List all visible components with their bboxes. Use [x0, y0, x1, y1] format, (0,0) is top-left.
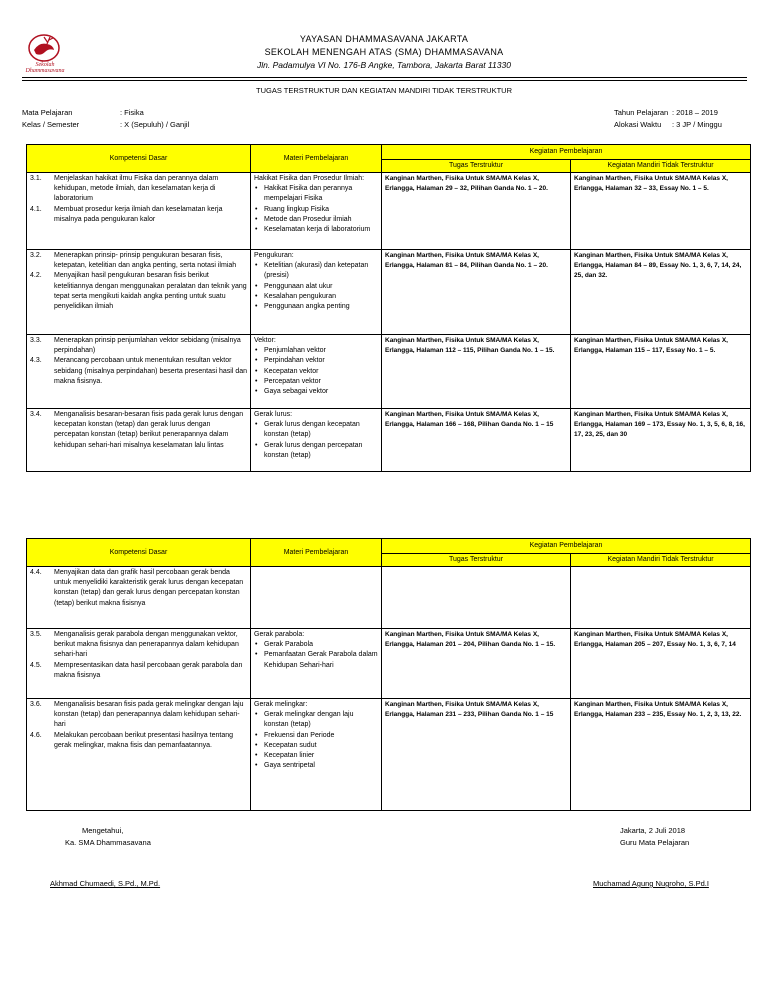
table-row — [27, 250, 751, 335]
school-address: Jln. Padamulya VI No. 176-B Angke, Tambora, Jakarta Barat 11330 — [257, 60, 511, 70]
kd-text: Menerapkan prinsip penjumlahan vektor sebidang (misalnya perpindahan) — [54, 337, 241, 355]
tugas-cell: Kanginan Marthen, Fisika Untuk SMA/MA Kelas X, Erlangga, Halaman 231 – 233, Pilihan Ganda No. 1 – 15 — [382, 699, 571, 811]
header-mandiri: Kegiatan Mandiri Tidak Terstruktur — [571, 554, 751, 567]
kd-number: 3.4. — [30, 411, 42, 419]
materi-cell — [251, 409, 382, 472]
kd-cell — [27, 409, 251, 472]
table-row — [27, 699, 751, 811]
kd-number: 4.4. — [30, 569, 42, 577]
materi-item: • Keselamatan kerja di laboratorium — [264, 225, 378, 235]
class-label: Kelas / Semester — [22, 120, 80, 129]
tugas-cell: Kanginan Marthen, Fisika Untuk SMA/MA Kelas X, Erlangga, Halaman 81 – 84, Pilihan Ganda No. 1 – 20. — [382, 250, 571, 335]
materi-item: • Hakikat Fisika dan perannya mempelajari Fisika — [264, 184, 378, 204]
year-label: Tahun Pelajaran — [614, 108, 669, 117]
kd-number: 3.1. — [30, 175, 42, 183]
kd-item — [30, 336, 247, 356]
materi-item: • Metode dan Prosedur ilmiah — [264, 215, 378, 225]
teacher-name: Muchamad Agung Nugroho, S.Pd.I — [593, 879, 709, 888]
sign-right-line1: Jakarta, 2 Juli 2018 — [620, 826, 686, 835]
materi-item: • Gaya sentripetal — [264, 761, 378, 771]
materi-item: • Pemanfaatan Gerak Parabola dalam Kehidupan Sehari-hari — [264, 650, 378, 670]
materi-item: • Penjumlahan vektor — [264, 346, 378, 356]
header-kegiatan: Kegiatan Pembelajaran — [382, 145, 751, 160]
kd-text: Menganalisis gerak parabola dengan menggunakan vektor, berikut makna fisisnya dan penerapannya dalam kehidupan sehari-hari — [54, 631, 239, 659]
kd-item — [30, 251, 247, 271]
kd-cell — [27, 629, 251, 699]
tugas-cell: Kanginan Marthen, Fisika Untuk SMA/MA Kelas X, Erlangga, Halaman 29 – 32, Pilihan Ganda No. 1 – 20. — [382, 173, 571, 250]
header-tugas: Tugas Terstruktur — [382, 554, 571, 567]
tugas-cell: Kanginan Marthen, Fisika Untuk SMA/MA Kelas X, Erlangga, Halaman 201 – 204, Pilihan Ganda No. 1 – 15. — [382, 629, 571, 699]
materi-item: • Penggunaan angka penting — [264, 302, 378, 312]
kd-item — [30, 356, 247, 386]
tugas-cell — [382, 567, 571, 629]
time-label: Alokasi Waktu — [614, 120, 662, 129]
header-materi: Materi Pembelajaran — [251, 145, 382, 173]
document-title: TUGAS TERSTRUKTUR DAN KEGIATAN MANDIRI TIDAK TERSTRUKTUR — [256, 86, 512, 95]
table-row — [27, 567, 751, 629]
mandiri-cell: Kanginan Marthen, Fisika Untuk SMA/MA Kelas X, Erlangga, Halaman 32 – 33, Essay No. 1 – 5. — [571, 173, 751, 250]
materi-item: • Percepatan vektor — [264, 377, 378, 387]
header-kompetensi-dasar: Kompetensi Dasar — [27, 145, 251, 173]
kd-number: 4.1. — [30, 205, 42, 213]
kd-item — [30, 630, 247, 660]
kd-item — [30, 271, 247, 312]
kd-number: 4.6. — [30, 731, 42, 739]
kd-text: Menganalisis besaran fisis pada gerak melingkar dengan laju konstan (tetap) dan penerapannya dalam kehidupan sehari-hari — [54, 701, 244, 729]
kd-text: Merancang percobaan untuk menentukan resultan vektor sebidang (misalnya perpindahan) beserta presentasi hasil dan makna fisisnya. — [54, 357, 248, 385]
mandiri-cell: Kanginan Marthen, Fisika Untuk SMA/MA Kelas X, Erlangga, Halaman 115 – 117, Essay No. 1 – 5. — [571, 335, 751, 409]
materi-cell — [251, 335, 382, 409]
activity-table-2 — [26, 538, 751, 811]
kd-item — [30, 205, 247, 225]
activity-table-1 — [26, 144, 751, 472]
kd-item — [30, 731, 247, 751]
kd-number: 4.5. — [30, 661, 42, 669]
subject-value: : Fisika — [120, 108, 144, 117]
sign-left-line2: Ka. SMA Dhammasavana — [65, 838, 151, 847]
header-rule-thin — [22, 80, 747, 81]
header-mandiri: Kegiatan Mandiri Tidak Terstruktur — [571, 160, 751, 173]
materi-item: • Ruang lingkup Fisika — [264, 205, 378, 215]
kd-item — [30, 410, 247, 451]
kd-text: Mempresentasikan data hasil percobaan gerak parabola dan makna fisisnya — [54, 661, 243, 679]
kd-item — [30, 568, 247, 609]
materi-cell — [251, 699, 382, 811]
header-kompetensi-dasar: Kompetensi Dasar — [27, 539, 251, 567]
tugas-cell: Kanginan Marthen, Fisika Untuk SMA/MA Kelas X, Erlangga, Halaman 112 – 115, Pilihan Ganda No. 1 – 15. — [382, 335, 571, 409]
mandiri-cell: Kanginan Marthen, Fisika Untuk SMA/MA Kelas X, Erlangga, Halaman 205 – 207, Essay No. 1, 3, 6, 7, 14 — [571, 629, 751, 699]
kd-cell — [27, 335, 251, 409]
header-materi: Materi Pembelajaran — [251, 539, 382, 567]
sign-right-line2: Guru Mata Pelajaran — [620, 838, 690, 847]
materi-item: • Penggunaan alat ukur — [264, 282, 378, 292]
materi-cell — [251, 250, 382, 335]
materi-list — [254, 261, 378, 312]
header-kegiatan: Kegiatan Pembelajaran — [382, 539, 751, 554]
kd-number: 3.2. — [30, 252, 42, 260]
table-row — [27, 335, 751, 409]
materi-item: • Kesalahan pengukuran — [264, 292, 378, 302]
materi-title: Pengukuran: — [254, 252, 294, 260]
table-row — [27, 173, 751, 250]
materi-item: • Gerak lurus dengan kecepatan konstan (tetap) — [264, 420, 378, 440]
principal-name: Akhmad Chumaedi, S.Pd., M.Pd. — [50, 879, 161, 888]
kd-text: Menyajikan data dan grafik hasil percobaan gerak benda untuk menyelidiki karakteristik gerak lurus dengan kecepatan konstan (tetap) dan gerak lurus dengan percepatan konstan (tetap) berikut makna fisisnya — [54, 569, 244, 607]
materi-title: Vektor: — [254, 337, 276, 345]
tugas-cell: Kanginan Marthen, Fisika Untuk SMA/MA Kelas X, Erlangga, Halaman 166 – 168, Pilihan Ganda No. 1 – 15 — [382, 409, 571, 472]
kd-number: 3.6. — [30, 701, 42, 709]
subject-label: Mata Pelajaran — [22, 108, 73, 117]
materi-title: Gerak lurus: — [254, 411, 293, 419]
materi-title: Gerak parabola: — [254, 631, 305, 639]
materi-list — [254, 710, 378, 771]
materi-title: Gerak melingkar: — [254, 701, 308, 709]
kd-cell — [27, 250, 251, 335]
mandiri-cell: Kanginan Marthen, Fisika Untuk SMA/MA Kelas X, Erlangga, Halaman 169 – 173, Essay No. 1, 3, 5, 6, 8, 16, 17, 23, 25, dan 30 — [571, 409, 751, 472]
mandiri-cell — [571, 567, 751, 629]
kd-item — [30, 174, 247, 204]
kd-text: Menjelaskan hakikat ilmu Fisika dan perannya dalam kehidupan, metode ilmiah, dan keselamatan kerja di laboratorium — [54, 175, 219, 203]
materi-item: • Gerak melingkar dengan laju konstan (tetap) — [264, 710, 378, 730]
kd-number: 3.3. — [30, 337, 42, 345]
kd-text: Menyajikan hasil pengukuran besaran fisis berikut ketelitiannya dengan menggunakan peralatan dan teknik yang tepat serta mengikuti kaidah angka penting untuk suatu penyelidikan ilmiah — [54, 272, 247, 310]
kd-item — [30, 700, 247, 730]
kd-cell — [27, 173, 251, 250]
school-name: SEKOLAH MENENGAH ATAS (SMA) DHAMMASAVANA — [264, 47, 504, 57]
header-rule — [22, 77, 747, 78]
materi-cell — [251, 173, 382, 250]
materi-item: • Kecepatan vektor — [264, 367, 378, 377]
materi-item: • Gaya sebagai vektor — [264, 387, 378, 397]
materi-list — [254, 640, 378, 670]
materi-title: Hakikat Fisika dan Prosedur Ilmiah: — [254, 175, 365, 183]
kd-cell — [27, 567, 251, 629]
materi-item: • Ketelitian (akurasi) dan ketepatan (presisi) — [264, 261, 378, 281]
mandiri-cell: Kanginan Marthen, Fisika Untuk SMA/MA Kelas X, Erlangga, Halaman 233 – 235, Essay No. 1, 2, 3, 13, 22. — [571, 699, 751, 811]
mandiri-cell: Kanginan Marthen, Fisika Untuk SMA/MA Kelas X, Erlangga, Halaman 84 – 89, Essay No. 1, 3, 6, 7, 14, 24, 25, dan 32. — [571, 250, 751, 335]
table-row — [27, 629, 751, 699]
materi-item: • Frekuensi dan Periode — [264, 731, 378, 741]
kd-number: 3.5. — [30, 631, 42, 639]
materi-item: • Kecepatan sudut — [264, 741, 378, 751]
time-value: : 3 JP / Minggu — [672, 120, 722, 129]
kd-number: 4.3. — [30, 357, 42, 365]
materi-list — [254, 420, 378, 461]
kd-cell — [27, 699, 251, 811]
class-value: : X (Sepuluh) / Ganjil — [120, 120, 190, 129]
materi-list — [254, 346, 378, 397]
kd-text: Menerapkan prinsip- prinsip pengukuran besaran fisis, ketepatan, ketelitian dan angka penting, serta notasi ilmiah — [54, 252, 237, 270]
kd-text: Membuat prosedur kerja ilmiah dan keselamatan kerja misalnya pada pengukuran kalor — [54, 205, 223, 223]
materi-list — [254, 184, 378, 235]
materi-cell — [251, 629, 382, 699]
materi-item: • Perpindahan vektor — [264, 356, 378, 366]
materi-item: • Gerak lurus dengan percepatan konstan (tetap) — [264, 441, 378, 461]
table-row — [27, 409, 751, 472]
year-value: : 2018 – 2019 — [672, 108, 718, 117]
materi-cell — [251, 567, 382, 629]
kd-text: Menganalisis besaran-besaran fisis pada gerak lurus dengan kecepatan konstan (tetap) dan gerak lurus dengan percepatan konstan (tetap) berikut penerapannya dalam kehidupan sehari-hari misalnya keselamatan lalu lintas — [54, 411, 244, 449]
foundation-name: YAYASAN DHAMMASAVANA JAKARTA — [299, 34, 469, 44]
header-tugas: Tugas Terstruktur — [382, 160, 571, 173]
kd-number: 4.2. — [30, 272, 42, 280]
kd-item — [30, 661, 247, 681]
sign-left-line1: Mengetahui, — [82, 826, 124, 835]
materi-item: • Gerak Parabola — [264, 640, 378, 650]
logo-caption: Sekolah Dhammasavana — [25, 62, 65, 74]
materi-item: • Kecepatan linier — [264, 751, 378, 761]
kd-text: Melakukan percobaan berikut presentasi hasilnya tentang gerak melingkar, makna fisis dan pemanfaatannya. — [54, 731, 234, 749]
